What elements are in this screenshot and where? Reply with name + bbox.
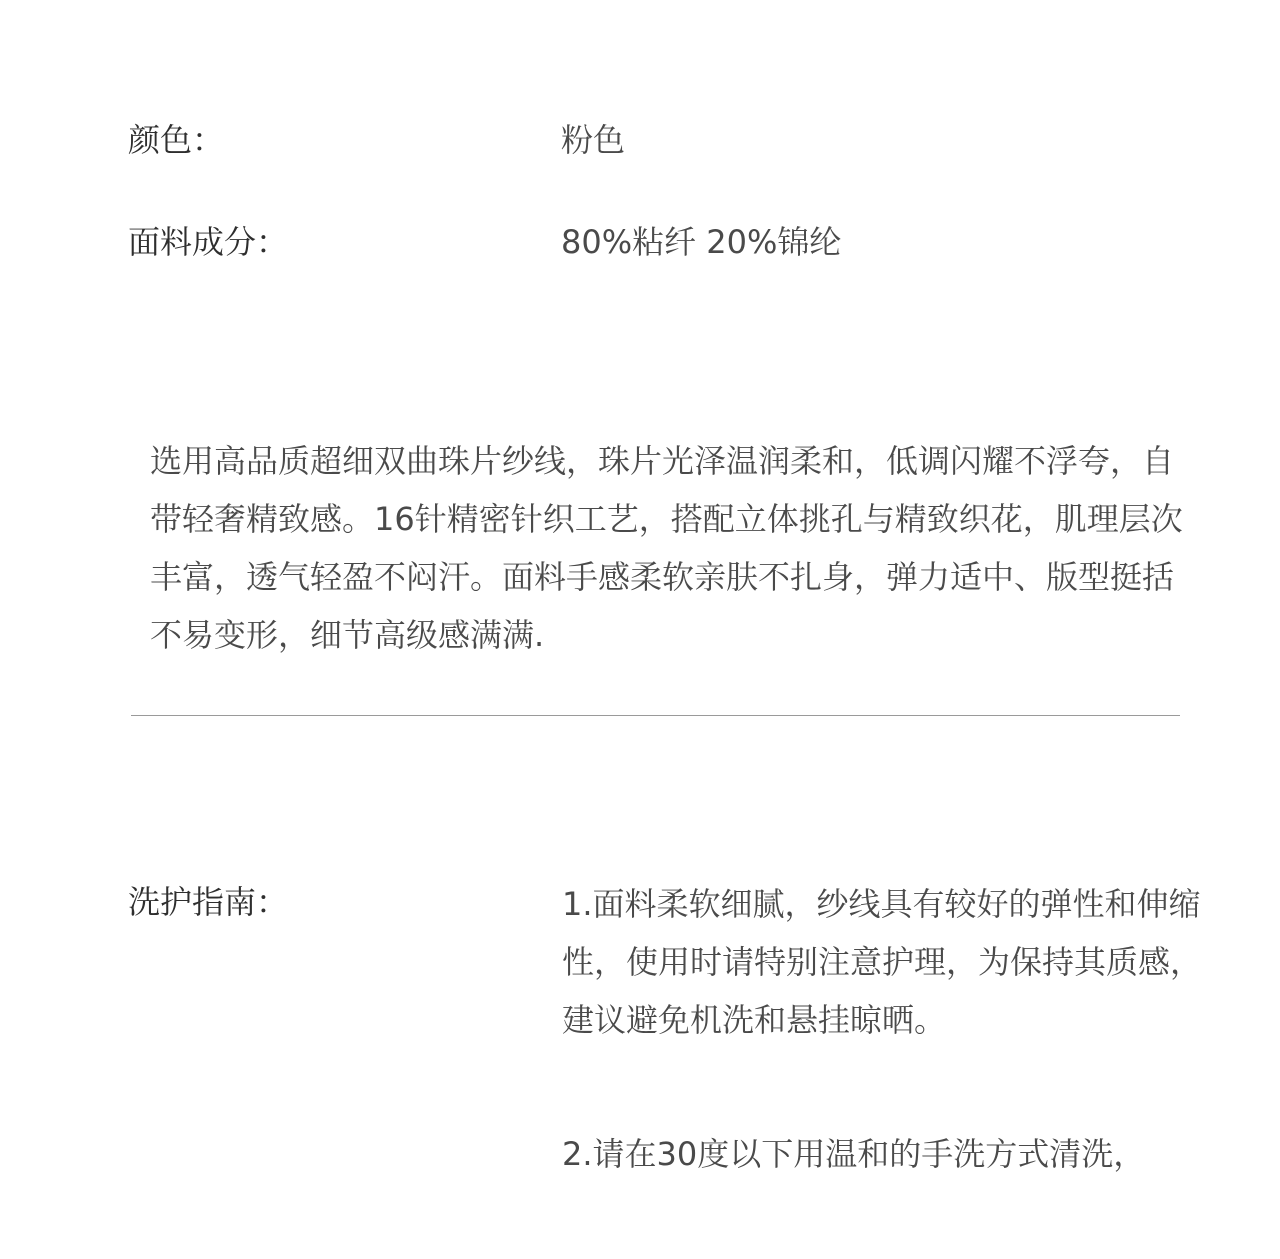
fabric-label: 面料成分： [128,223,289,261]
care-item: 2.请在30度以下用温和的手洗方式清洗， [562,1135,1146,1173]
care-item: 1.面料柔软细腻，纱线具有较好的弹性和伸缩性，使用时请特别注意护理，为保持其质感，建议避免机洗和悬挂晾晒。 [562,885,1203,1039]
spec-row-color [128,118,1188,162]
color-value: 粉色 [561,121,626,159]
spec-row-fabric [128,220,1188,264]
product-description: 选用高品质超细双曲珠片纱线，珠片光泽温润柔和，低调闪耀不浮夸，自带轻奢精致感。16针精密针织工艺，搭配立体挑孔与精致织花，肌理层次丰富，透气轻盈不闷汗。面料手感柔软亲肤不扎身，弹力适中、版型挺括不易变形，细节高级感满满. [150,442,1183,654]
care-guide-list [562,875,1202,1259]
fabric-value: 80%粘纤 20%锦纶 [561,223,842,261]
section-divider [131,715,1180,716]
care-guide-label: 洗护指南： [128,883,289,921]
color-label: 颜色： [128,121,225,159]
